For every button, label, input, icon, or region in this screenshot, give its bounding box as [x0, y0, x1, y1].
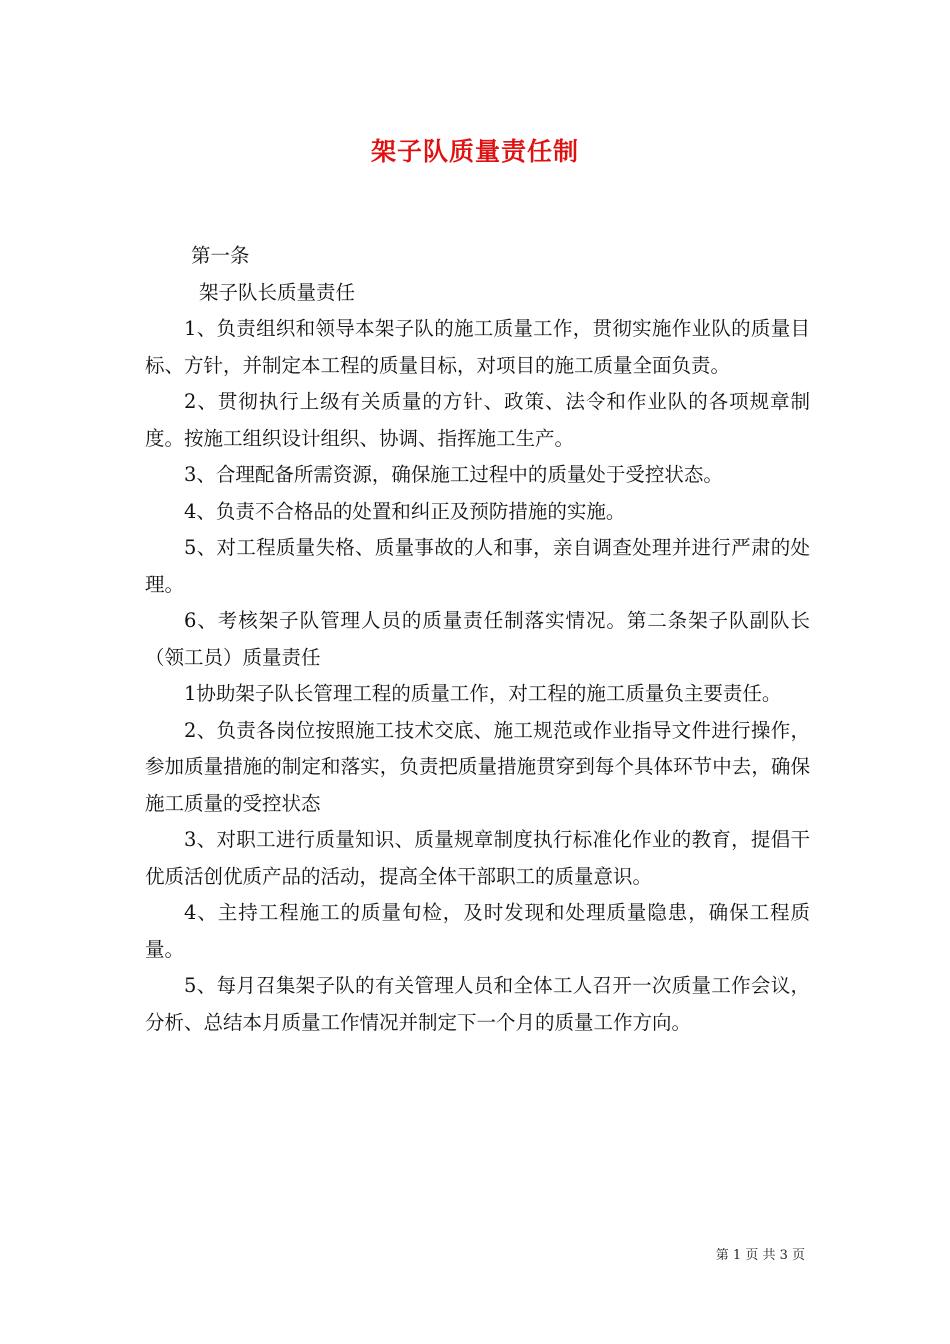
article-heading: 第一条 [191, 244, 250, 267]
page-number: 第 1 页 共 3 页 [715, 1248, 805, 1263]
section-heading: 架子队长质量责任 [199, 280, 356, 304]
document-title: 架子队质量责任制 [370, 137, 579, 166]
paragraph-1: 1、负责组织和领导本架子队的施工质量工作，贯彻实施作业队的质量目标、方针，并制定本工程的质量目标，对项目的施工质量全面负责。 [145, 317, 810, 377]
paragraph-5: 5、对工程质量失格、质量事故的人和事，亲自调查处理并进行严肃的处理。 [145, 536, 810, 596]
document-body [145, 238, 810, 1041]
paragraph-8: 2、负责各岗位按照施工技术交底、施工规范或作业指导文件进行操作，参加质量措施的制定和落实，负责把质量措施贯穿到每个具体环节中去，确保施工质量的受控状态 [145, 718, 810, 815]
paragraph-6: 6、考核架子队管理人员的质量责任制落实情况。第二条架子队副队长（领工员）质量责任 [145, 609, 810, 669]
paragraph-2: 2、贯彻执行上级有关质量的方针、政策、法令和作业队的各项规章制度。按施工组织设计组织、协调、指挥施工生产。 [145, 390, 810, 450]
paragraph-7: 1协助架子队长管理工程的质量工作，对工程的施工质量负主要责任。 [184, 682, 782, 705]
paragraph-4: 4、负责不合格品的处置和纠正及预防措施的实施。 [184, 499, 626, 523]
paragraph-3: 3、合理配备所需资源，确保施工过程中的质量处于受控状态。 [184, 463, 723, 486]
paragraph-9: 3、对职工进行质量知识、质量规章制度执行标准化作业的教育，提倡干优质活创优质产品的活动，提高全体干部职工的质量意识。 [145, 828, 810, 888]
paragraph-10: 4、主持工程施工的质量旬检，及时发现和处理质量隐患，确保工程质量。 [145, 901, 810, 961]
paragraph-11: 5、每月召集架子队的有关管理人员和全体工人召开一次质量工作会议，分析、总结本月质量工作情况并制定下一个月的质量工作方向。 [145, 974, 810, 1034]
